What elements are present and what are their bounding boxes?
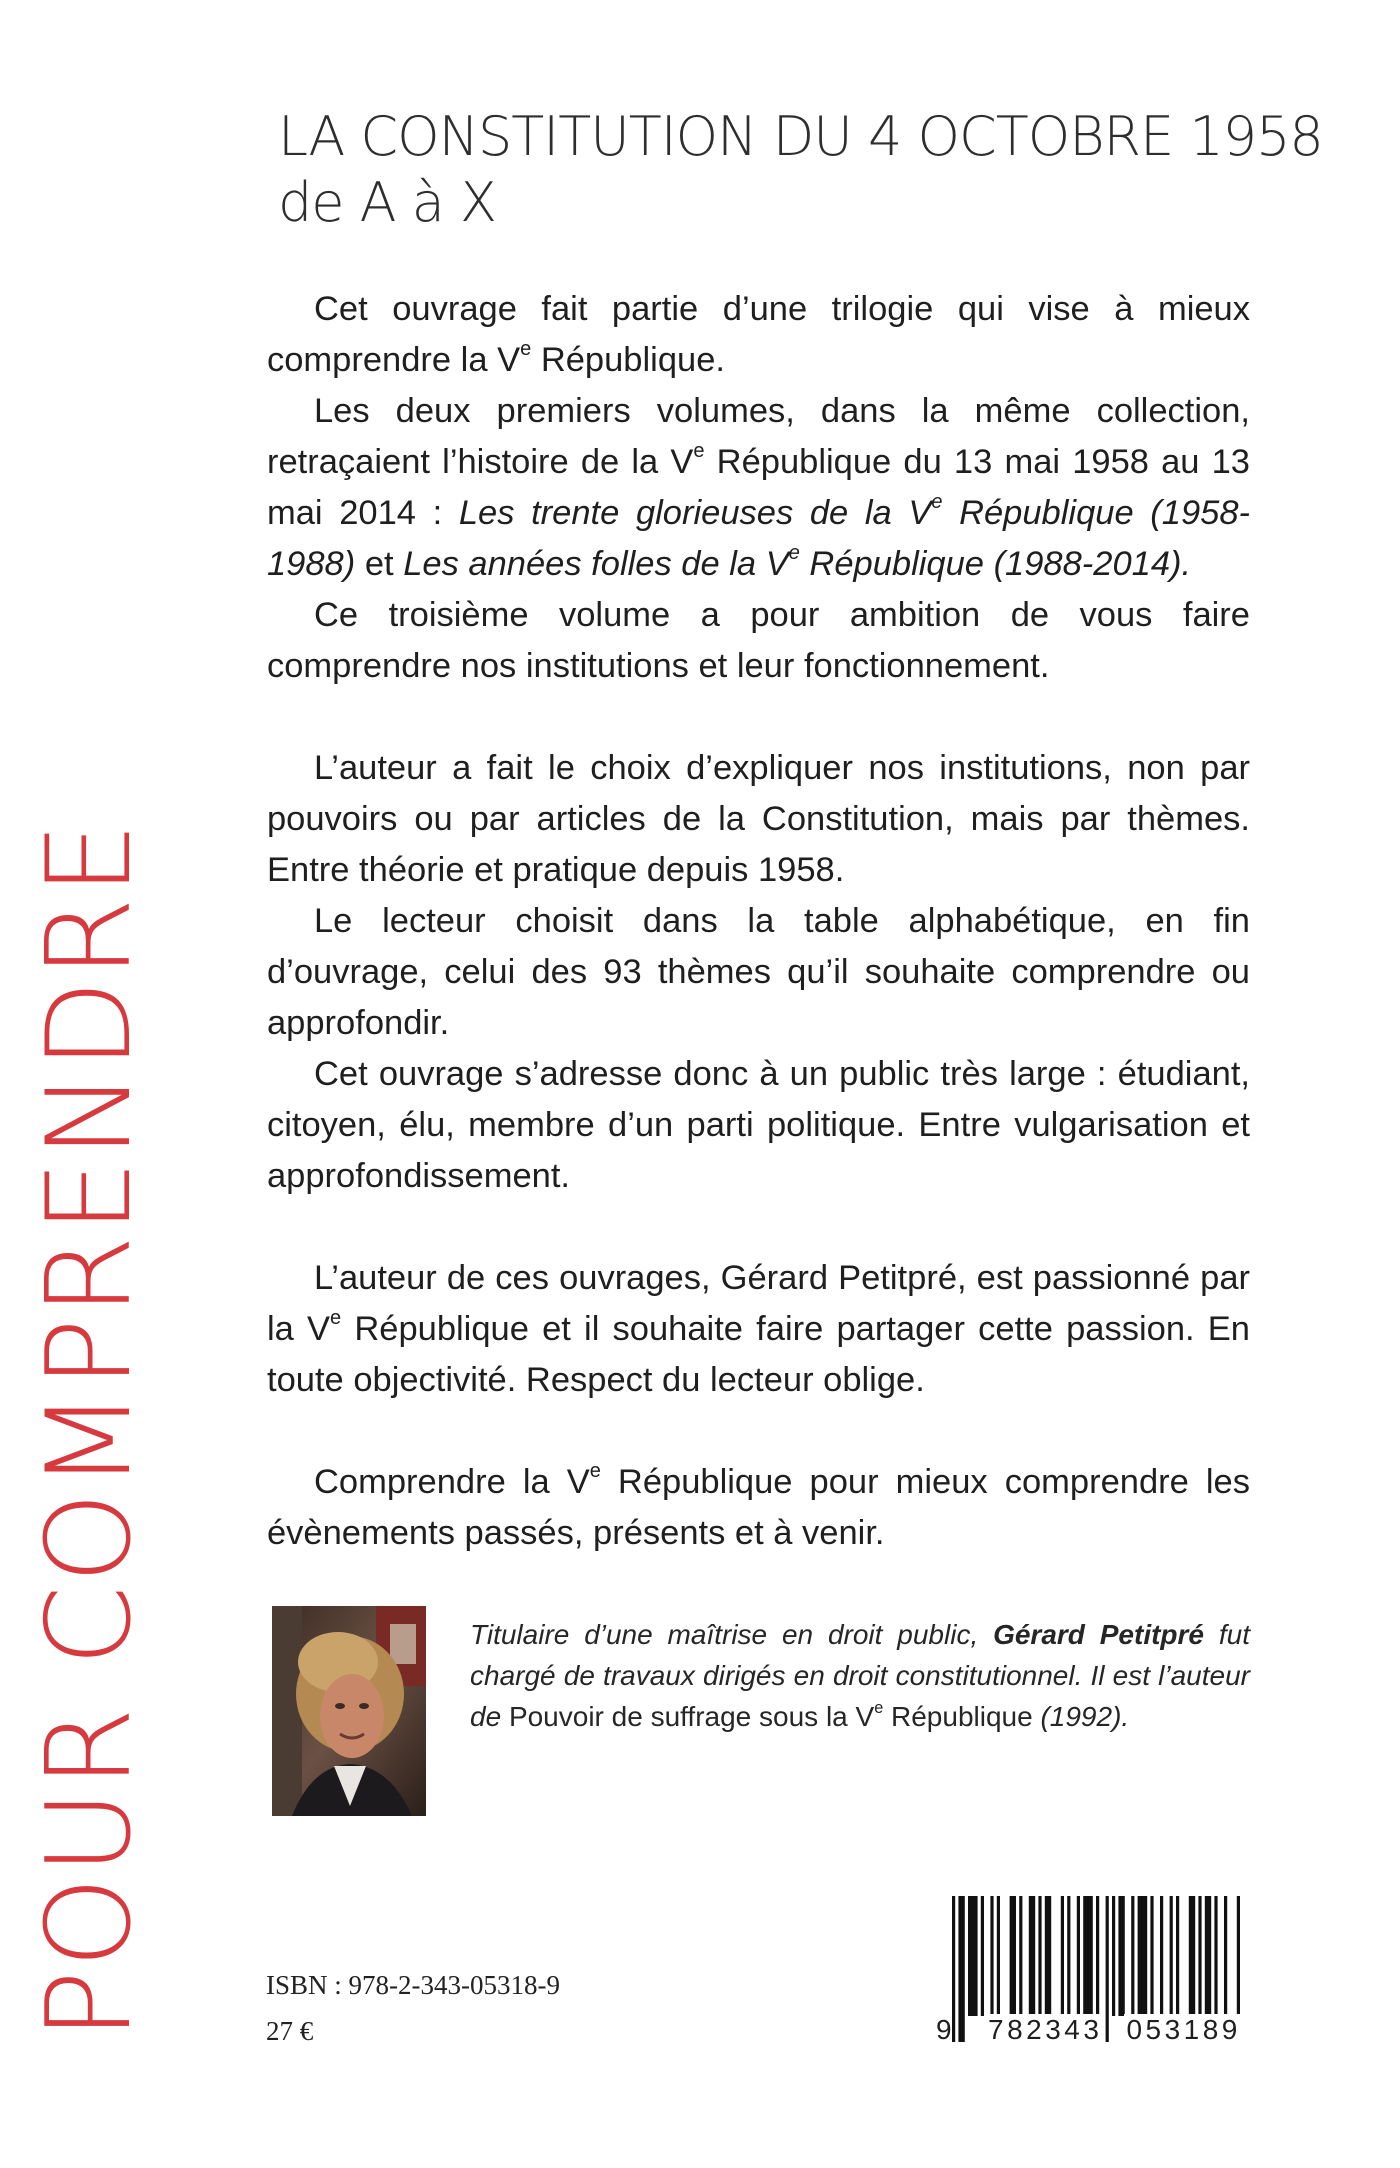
barcode-bar (1224, 1896, 1227, 2016)
isbn: ISBN : 978-2-343-05318-9 (266, 1970, 560, 2000)
barcode-bar (1029, 1896, 1035, 2016)
barcode-bar (1010, 1896, 1016, 2016)
barcode-number: 9 782343 053189 (936, 2014, 1241, 2045)
barcode-bar (1112, 1896, 1115, 2016)
barcode-bar (1038, 1896, 1041, 2016)
blurb-paragraph: Le lecteur choisit dans la table alphabétique, en fin d’ouvrage, celui des 93 thèmes qu’il souhaite comprendre ou approfondir. (267, 902, 1250, 1042)
barcode-bar (1067, 1896, 1070, 2016)
blurb-paragraph: L’auteur de ces ouvrages, Gérard Petitpré, est passionné par la Ve République et il souhaite faire partager cette passion. En toute objectivité. Respect du lecteur oblige. (267, 1259, 1250, 1399)
blurb-paragraph: Ce troisième volume a pour ambition de vous faire comprendre nos institutions et leur fonctionnement. (267, 596, 1250, 685)
author-photo (272, 1606, 426, 1816)
barcode-bar (1045, 1896, 1051, 2016)
barcode-bar (1214, 1896, 1217, 2016)
barcode-bar (1205, 1896, 1211, 2016)
book-title-line2: de A à X (278, 171, 497, 234)
barcode-bar (1131, 1896, 1134, 2016)
blurb (267, 284, 1250, 1559)
barcode-bar (1160, 1896, 1163, 2016)
book-title (278, 104, 1323, 236)
blurb-paragraph: Les deux premiers volumes, dans la même collection, retraçaient l’histoire de la Ve République du 13 mai 1958 au 13 mai 2014 : Les trente glorieuses de la Ve République (1958-1988) et Les années folles de la Ve République (1988-2014). (267, 392, 1250, 583)
book-title-line1: LA CONSTITUTION DU 4 OCTOBRE 1958 (278, 105, 1323, 168)
barcode-bar (997, 1896, 1000, 2016)
barcode-bar (1170, 1896, 1173, 2016)
blurb-paragraph: Cet ouvrage fait partie d’une trilogie qui vise à mieux comprendre la Ve République. (267, 290, 1250, 379)
barcode-bar (1019, 1896, 1022, 2016)
blurb-paragraph: Comprendre la Ve République pour mieux comprendre les évènements passés, présents et à venir. (267, 1460, 1250, 1552)
barcode-bar (981, 1896, 984, 2016)
blurb-paragraph: Cet ouvrage s’adresse donc à un public très large : étudiant, citoyen, élu, membre d’un parti politique. Entre vulgarisation et approfondissement. (267, 1055, 1250, 1195)
author-bio: Titulaire d’une maîtrise en droit public, Gérard Petitpré fut chargé de travaux dirigés en droit constitutionnel. Il est l’auteur de Pouvoir de suffrage sous la Ve République (1992). (470, 1619, 1250, 1732)
barcode-bar (1083, 1896, 1093, 2016)
barcode-bar (1198, 1896, 1201, 2016)
barcode-bar (1061, 1896, 1064, 2016)
blurb-paragraph: L’auteur a fait le choix d’expliquer nos institutions, non par pouvoirs ou par articles de la Constitution, mais par thèmes. Entre théorie et pratique depuis 1958. (267, 749, 1250, 889)
barcode-bar (1118, 1896, 1124, 2016)
price: 27 € (266, 2016, 314, 2046)
barcode-bar (1138, 1896, 1148, 2016)
barcode-bar (1077, 1896, 1080, 2016)
barcode-bar (1189, 1896, 1195, 2016)
author-name: Gérard Petitpré (993, 1619, 1204, 1650)
barcode-bar (1150, 1896, 1153, 2016)
barcode-bar (1176, 1896, 1179, 2016)
isbn-price-block (266, 1962, 560, 2054)
barcode-bar (968, 1896, 978, 2016)
barcode-bar (990, 1896, 993, 2016)
collection-title: POUR COMPRENDRE (22, 820, 157, 2040)
